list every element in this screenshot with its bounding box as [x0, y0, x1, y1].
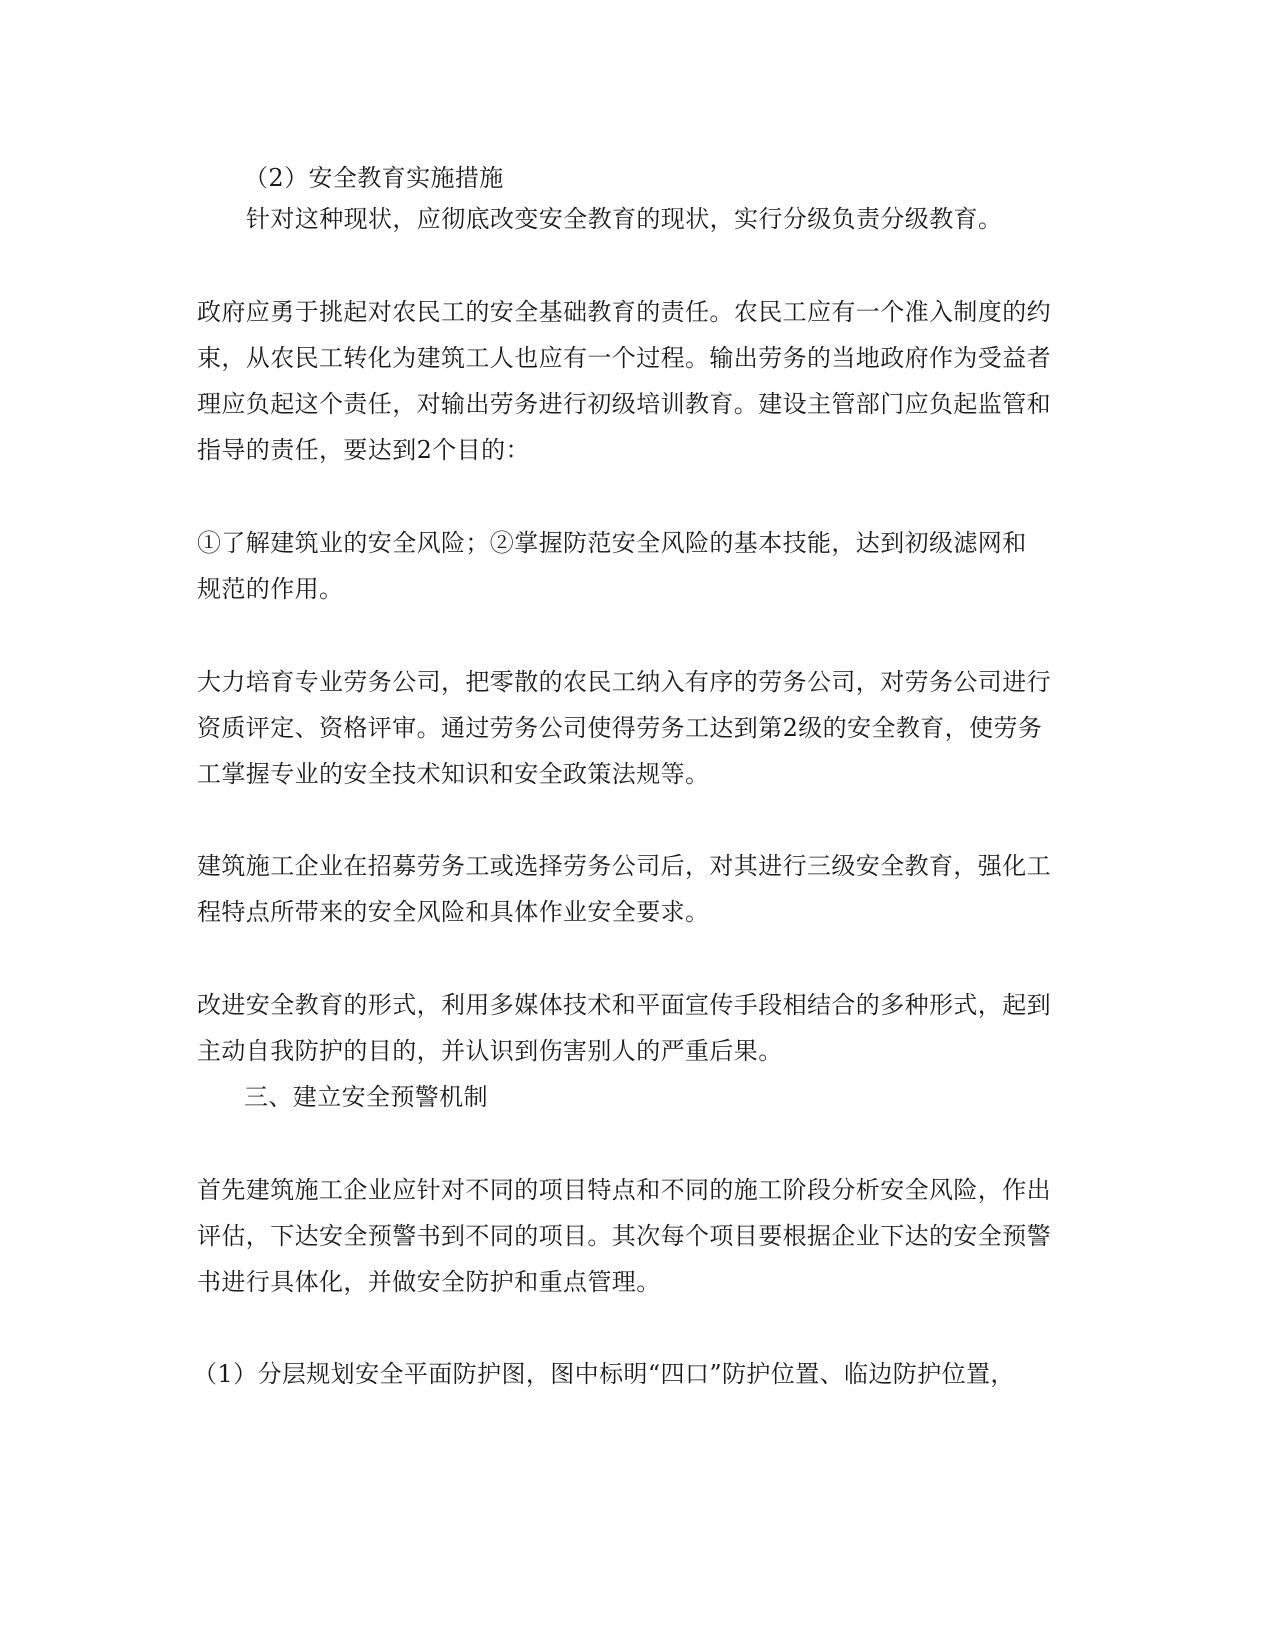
paragraph-line: 主动自我防护的目的，并认识到伤害别人的严重后果。 [197, 1037, 783, 1065]
paragraph-line: 束，从农民工转化为建筑工人也应有一个过程。输出劳务的当地政府作为受益者 [197, 344, 1051, 372]
paragraph-line: 建筑施工企业在招募劳务工或选择劳务公司后，对其进行三级安全教育，强化工 [197, 852, 1051, 880]
paragraph-line: 指导的责任，要达到2个目的： [197, 436, 530, 464]
paragraph-line: 首先建筑施工企业应针对不同的项目特点和不同的施工阶段分析安全风险，作出 [197, 1176, 1051, 1204]
section-heading: 三、建立安全预警机制 [244, 1083, 488, 1111]
paragraph-line: 针对这种现状，应彻底改变安全教育的现状，实行分级负责分级教育。 [246, 205, 1003, 233]
paragraph-line: 大力培育专业劳务公司，把零散的农民工纳入有序的劳务公司，对劳务公司进行 [197, 668, 1051, 696]
paragraph-line: （1）分层规划安全平面防护图，图中标明“四口”防护位置、临边防护位置， [193, 1360, 1015, 1388]
paragraph-line: 程特点所带来的安全风险和具体作业安全要求。 [197, 898, 710, 926]
paragraph-line: 书进行具体化，并做安全防护和重点管理。 [197, 1268, 661, 1296]
paragraph-line: 评估，下达安全预警书到不同的项目。其次每个项目要根据企业下达的安全预警 [197, 1222, 1051, 1250]
paragraph-line: 工掌握专业的安全技术知识和安全政策法规等。 [197, 760, 710, 788]
paragraph-line: 政府应勇于挑起对农民工的安全基础教育的责任。农民工应有一个准入制度的约 [197, 298, 1051, 326]
paragraph-line: 理应负起这个责任，对输出劳务进行初级培训教育。建设主管部门应负起监管和 [197, 390, 1051, 418]
paragraph-line: 规范的作用。 [197, 575, 344, 603]
subsection-heading: （2）安全教育实施措施 [244, 164, 504, 192]
paragraph-line: 资质评定、资格评审。通过劳务公司使得劳务工达到第2级的安全教育，使劳务 [197, 714, 1043, 742]
paragraph-line: ①了解建筑业的安全风险；②掌握防范安全风险的基本技能，达到初级滤网和 [197, 529, 1027, 557]
paragraph-line: 改进安全教育的形式，利用多媒体技术和平面宣传手段相结合的多种形式，起到 [197, 991, 1051, 1019]
